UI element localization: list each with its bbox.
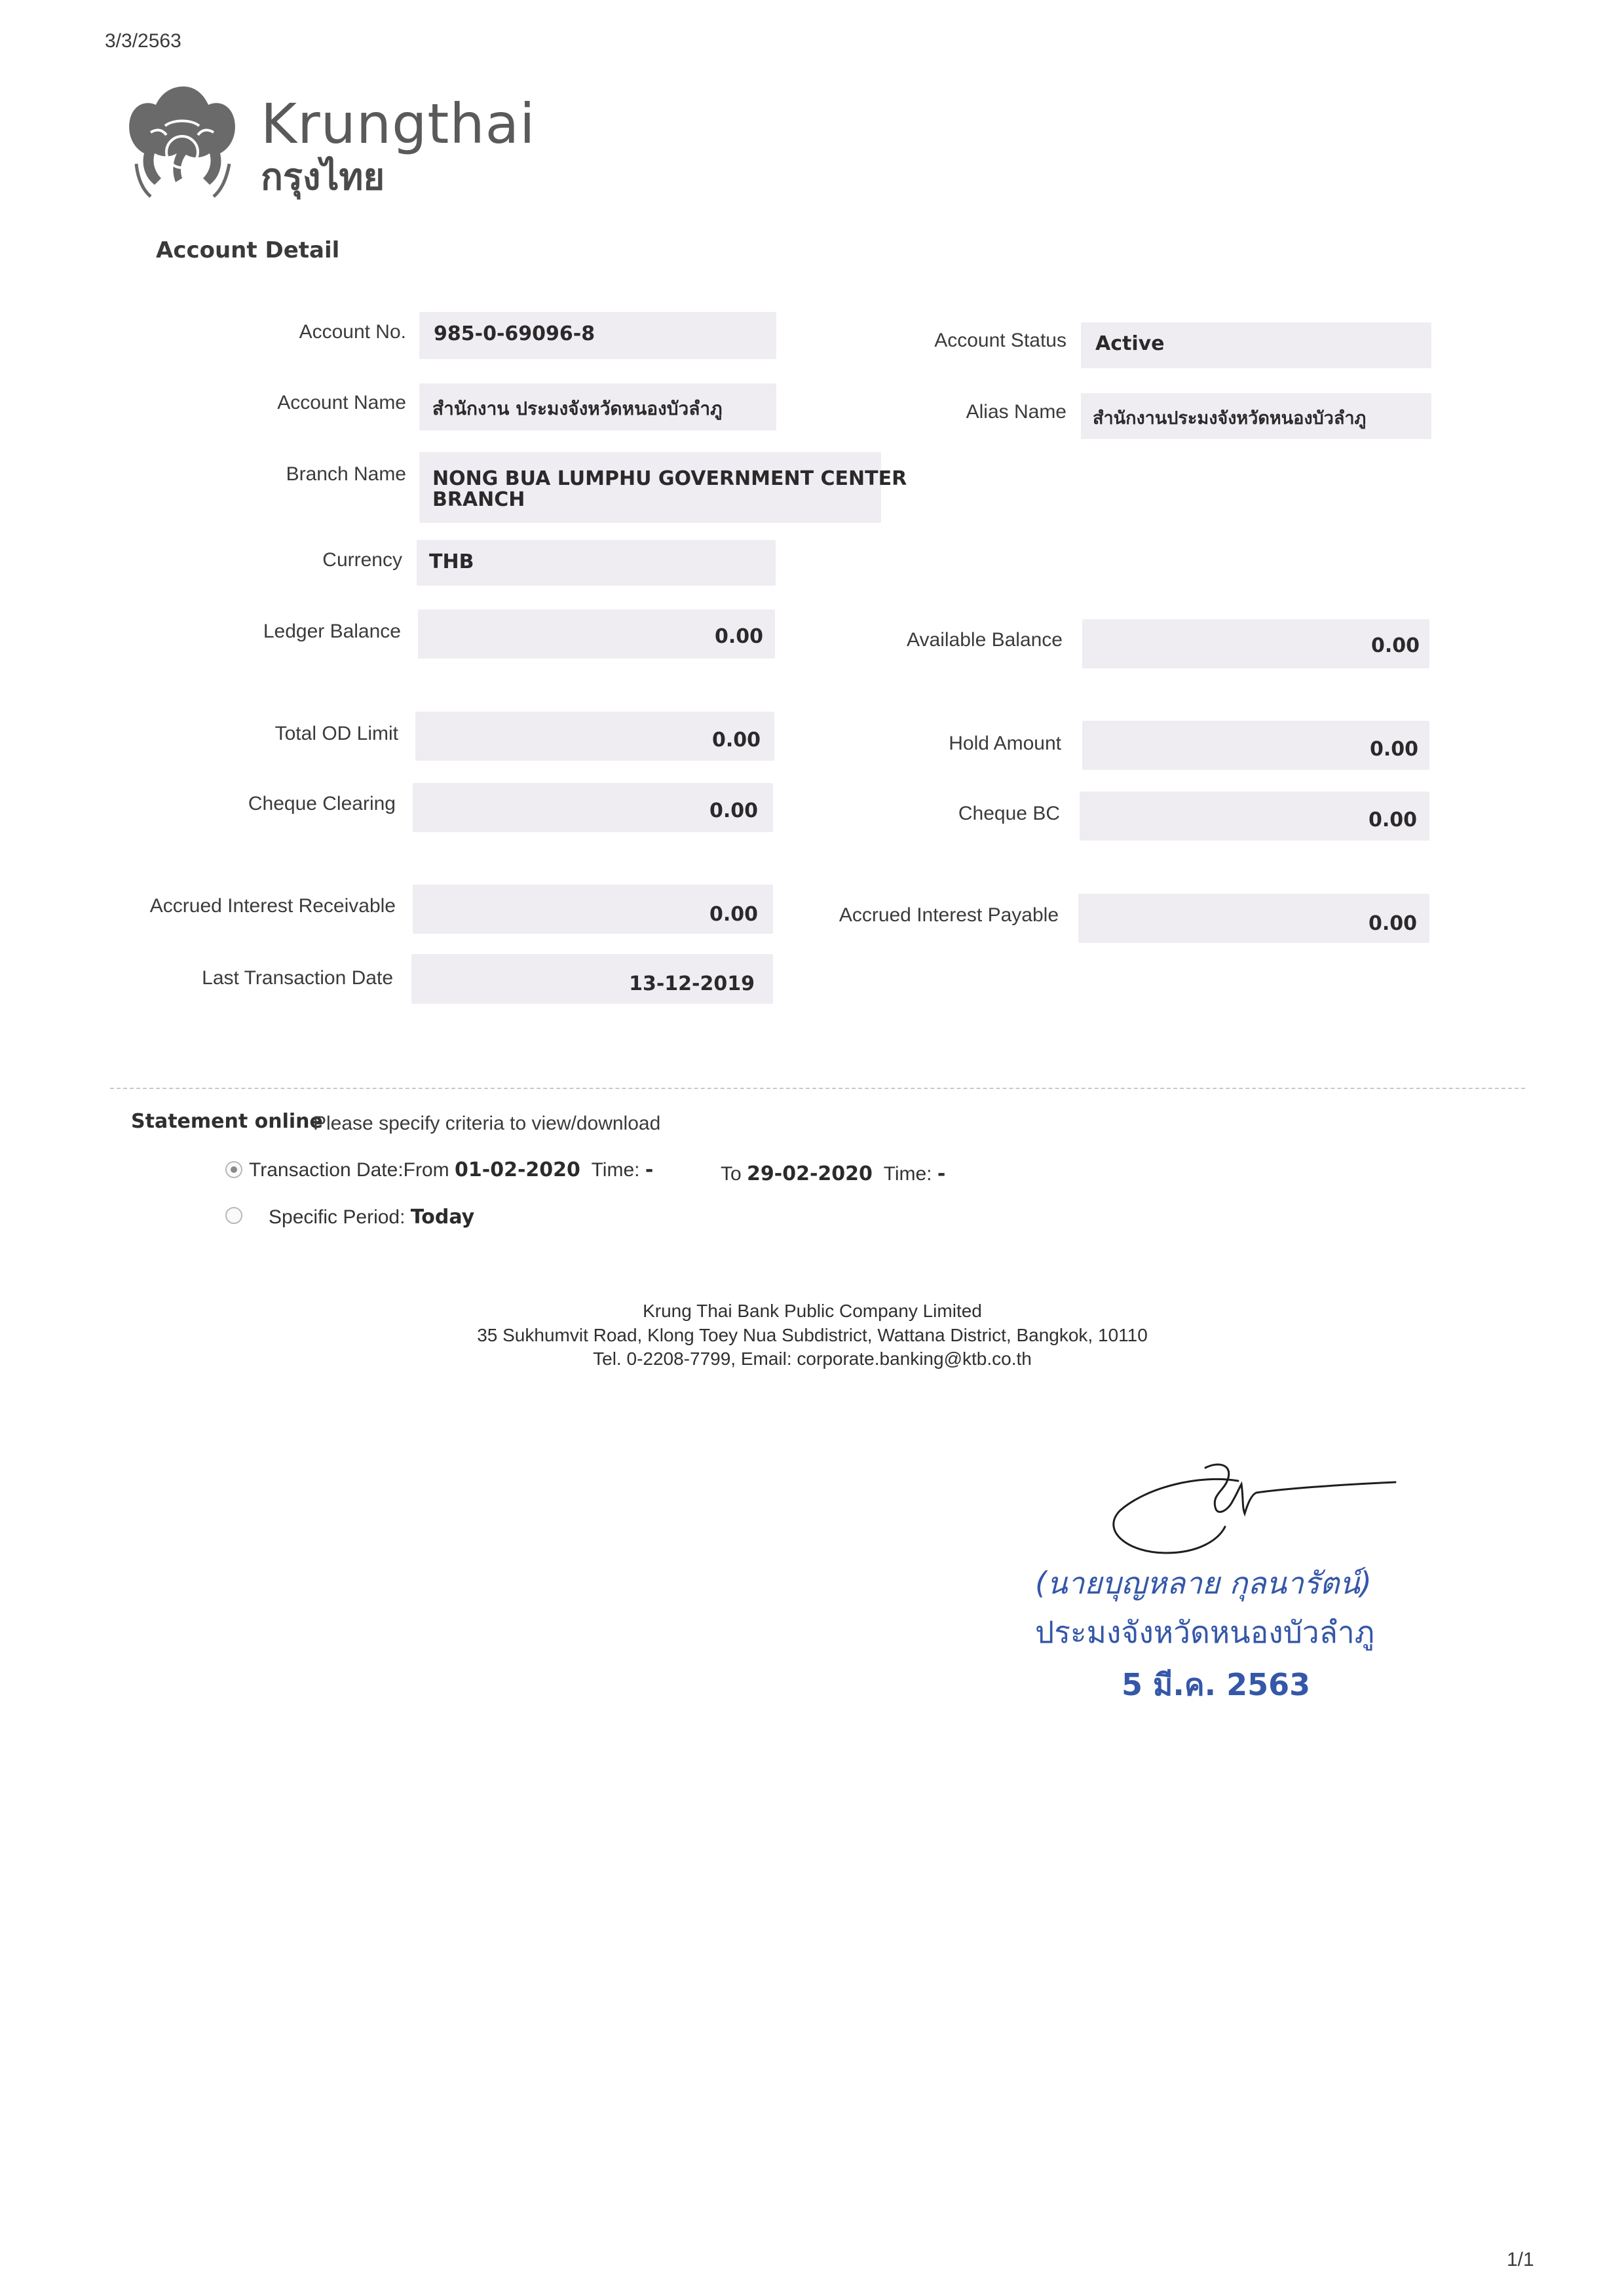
specific-period-option	[269, 1206, 474, 1229]
to-date-option	[721, 1162, 945, 1185]
accrued-interest-receivable-value: 0.00	[709, 903, 758, 926]
currency-value: THB	[429, 550, 474, 573]
from-time-value[interactable]: -	[645, 1158, 654, 1181]
transaction-date-radio[interactable]	[225, 1161, 242, 1178]
accrued-interest-payable-value: 0.00	[1368, 912, 1417, 935]
section-divider	[110, 1088, 1525, 1089]
account-status-value: Active	[1095, 332, 1165, 355]
logo-text-en: Krungthai	[261, 92, 536, 156]
signature-date: 5 มี.ค. 2563	[1122, 1667, 1311, 1702]
specific-period-label: Specific Period:	[269, 1206, 406, 1228]
available-balance-value: 0.00	[1370, 634, 1420, 657]
to-time-value[interactable]: -	[937, 1162, 946, 1185]
account-name-value: สำนักงาน ประมงจังหวัดหนองบัวลำภู	[432, 398, 723, 419]
handwritten-signature-icon	[1087, 1448, 1415, 1566]
account-name-label: Account Name	[277, 392, 406, 413]
specific-period-radio[interactable]	[225, 1207, 242, 1224]
account-no-label: Account No.	[299, 321, 406, 343]
to-date-value[interactable]: 29-02-2020	[747, 1162, 873, 1185]
hold-amount-value: 0.00	[1369, 738, 1418, 761]
to-label: To	[721, 1163, 742, 1185]
section-title: Account Detail	[156, 237, 340, 263]
accrued-interest-receivable-label: Accrued Interest Receivable	[149, 895, 396, 917]
footer-company: Krung Thai Bank Public Company Limited	[643, 1301, 982, 1321]
krungthai-logo-icon	[124, 80, 242, 201]
available-balance-label: Available Balance	[907, 629, 1063, 651]
cheque-bc-label: Cheque BC	[958, 803, 1060, 824]
statement-hint: Please specify criteria to view/download	[313, 1113, 661, 1134]
cheque-clearing-value: 0.00	[709, 799, 758, 822]
cheque-clearing-label: Cheque Clearing	[248, 793, 396, 814]
from-label: From	[403, 1159, 449, 1181]
from-date-value[interactable]: 01-02-2020	[455, 1158, 580, 1181]
branch-name-label: Branch Name	[286, 463, 406, 485]
to-time-label: Time:	[883, 1163, 932, 1185]
footer-address: 35 Sukhumvit Road, Klong Toey Nua Subdistrict, Wattana District, Bangkok, 10110	[477, 1325, 1148, 1345]
statement-title: Statement online	[131, 1110, 323, 1133]
cheque-bc-value: 0.00	[1368, 809, 1417, 832]
total-od-limit-value: 0.00	[711, 729, 761, 752]
last-transaction-date-value: 13-12-2019	[629, 972, 755, 995]
signatory-name: (นายบุญหลาย กุลนารัตน์)	[1035, 1565, 1372, 1601]
transaction-date-option	[249, 1158, 653, 1181]
account-no-value: 985-0-69096-8	[434, 322, 595, 345]
alias-name-label: Alias Name	[966, 401, 1067, 423]
account-status-label: Account Status	[934, 330, 1067, 351]
ledger-balance-value: 0.00	[714, 625, 763, 648]
accrued-interest-payable-label: Accrued Interest Payable	[839, 904, 1059, 926]
print-date: 3/3/2563	[105, 30, 181, 52]
footer-contact: Tel. 0-2208-7799, Email: corporate.banking@ktb.co.th	[593, 1349, 1032, 1369]
hold-amount-label: Hold Amount	[949, 733, 1061, 754]
currency-label: Currency	[322, 549, 402, 571]
transaction-date-label: Transaction Date:	[249, 1159, 404, 1181]
total-od-limit-label: Total OD Limit	[274, 723, 398, 744]
alias-name-value: สำนักงานประมงจังหวัดหนองบัวลำภู	[1093, 408, 1367, 429]
signatory-title: ประมงจังหวัดหนองบัวลำภู	[1035, 1615, 1375, 1650]
ledger-balance-label: Ledger Balance	[263, 621, 401, 642]
from-time-label: Time:	[591, 1159, 640, 1181]
page-number: 1/1	[1507, 2249, 1534, 2270]
branch-name-value-line1: NONG BUA LUMPHU GOVERNMENT CENTER	[432, 467, 907, 490]
specific-period-value[interactable]: Today	[410, 1206, 475, 1229]
last-transaction-date-label: Last Transaction Date	[202, 967, 393, 989]
branch-name-value-line2: BRANCH	[432, 488, 525, 511]
logo-text-th: กรุงไทย	[261, 156, 385, 199]
